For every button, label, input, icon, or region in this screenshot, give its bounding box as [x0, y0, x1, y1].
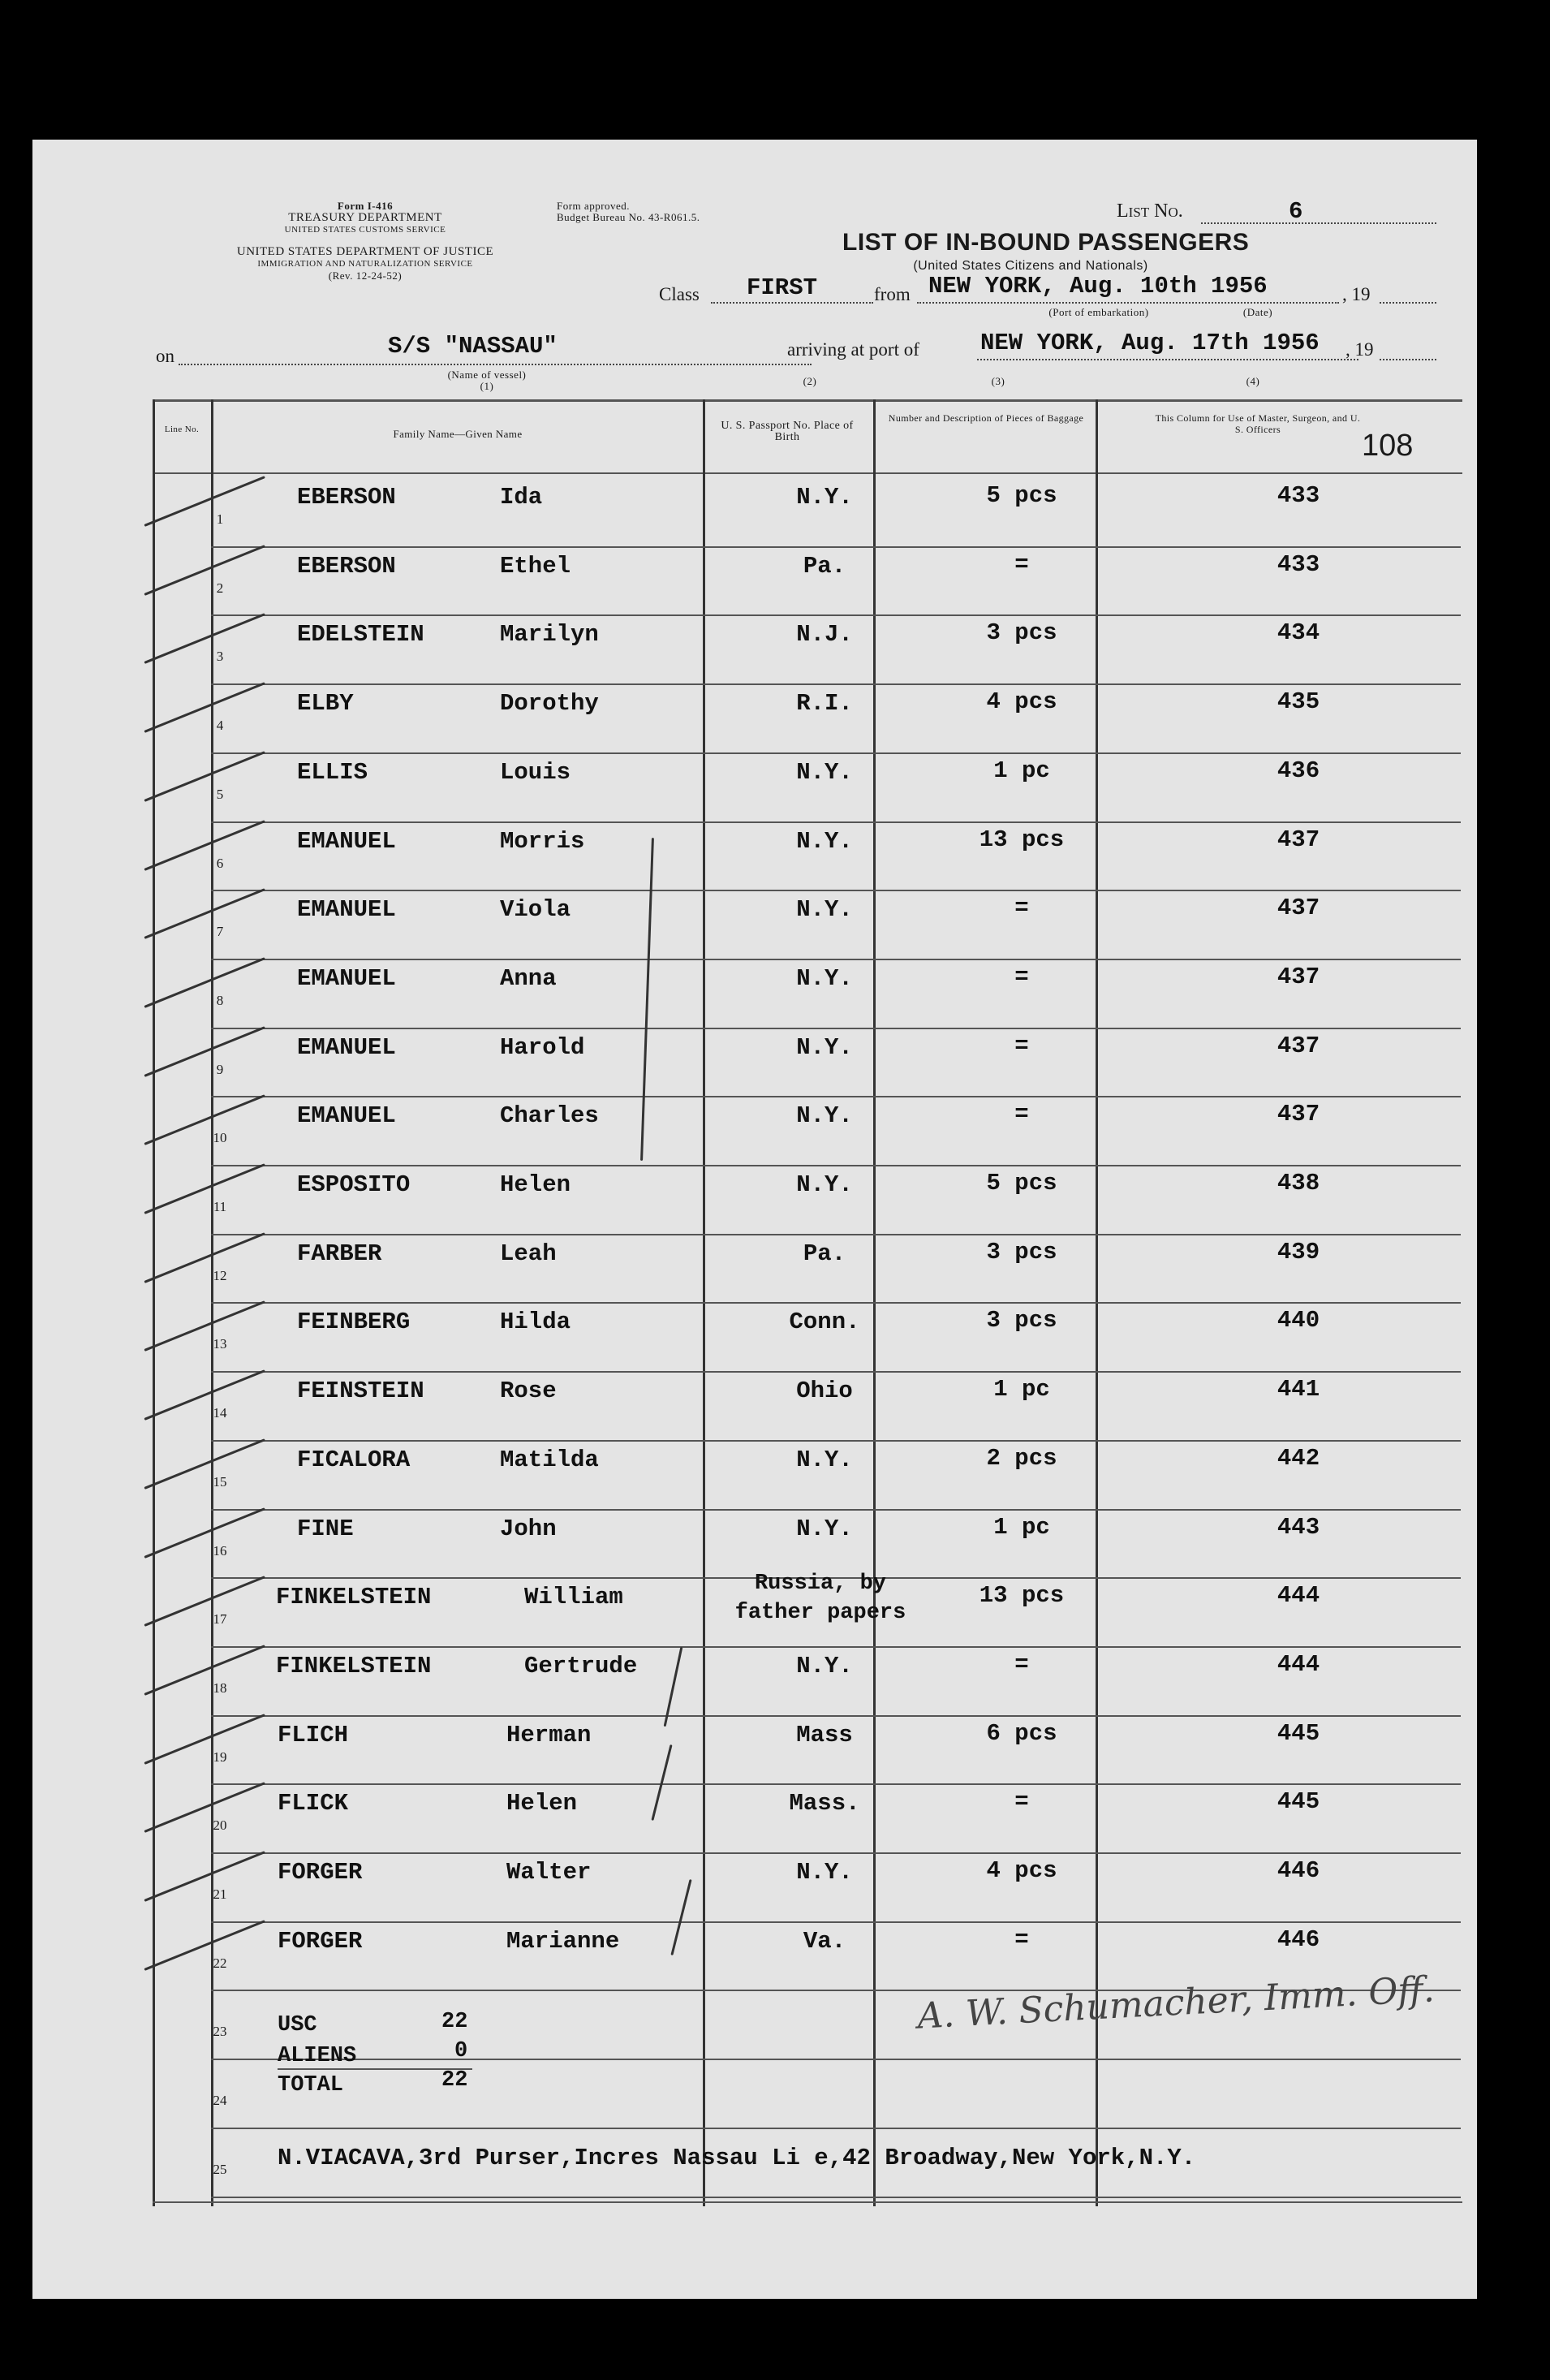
row-rule [211, 1852, 1461, 1854]
baggage: 3 pcs [986, 1307, 1057, 1334]
row-rule [211, 1921, 1461, 1923]
total-label-aliens: ALIENS [278, 2044, 357, 2068]
baggage: 13 pcs [979, 1582, 1065, 1610]
row-rule [211, 959, 1461, 960]
family-name: EMANUEL [297, 827, 396, 855]
line-number: 21 [213, 1886, 227, 1902]
vessel-caption-num: (1) [480, 380, 494, 392]
col-header-officers: This Column for Use of Master, Surgeon, and U. S. Officers [1155, 412, 1361, 435]
officer-number: 444 [1277, 1582, 1320, 1610]
baggage: 5 pcs [986, 1170, 1057, 1196]
row-rule [211, 546, 1461, 548]
from-value: NEW YORK, Aug. 10th 1956 [928, 273, 1268, 300]
baggage: 1 pc [993, 1513, 1050, 1541]
place-of-birth: N.Y. [796, 484, 853, 511]
baggage: = [1014, 1032, 1029, 1059]
place-of-birth: N.Y. [796, 1102, 853, 1130]
place-of-birth: R.I. [796, 690, 853, 718]
baggage: 3 pcs [986, 1238, 1057, 1265]
family-name: FARBER [297, 1240, 382, 1267]
family-name: FINKELSTEIN [276, 1584, 432, 1611]
officer-number: 438 [1277, 1170, 1320, 1196]
given-name: Ethel [500, 552, 571, 580]
class-label: Class [659, 284, 700, 304]
baggage: 1 pc [993, 757, 1050, 784]
given-name: Leah [500, 1240, 557, 1267]
given-name: Viola [500, 896, 571, 924]
place-of-birth: N.Y. [796, 1859, 853, 1886]
baggage: = [1014, 1788, 1029, 1816]
vessel-caption: (Name of vessel) [447, 369, 527, 381]
row-rule [211, 1715, 1461, 1717]
baggage: 4 pcs [986, 1857, 1057, 1884]
officer-number: 441 [1277, 1376, 1320, 1403]
line-number: 5 [216, 786, 224, 802]
line-number: 19 [213, 1748, 227, 1765]
given-name: Charles [500, 1102, 599, 1130]
baggage: 13 pcs [979, 826, 1065, 853]
baggage: = [1014, 550, 1029, 578]
family-name: EMANUEL [297, 1033, 396, 1061]
row-rule [211, 1234, 1461, 1235]
family-name: FEINSTEIN [297, 1378, 424, 1405]
line-number: 8 [216, 992, 224, 1008]
document-page [32, 140, 1477, 2299]
line-number: 12 [213, 1267, 227, 1283]
place-of-birth: N.Y. [796, 964, 853, 992]
revision: (Rev. 12-24-52) [328, 269, 403, 282]
line-number: 20 [213, 1817, 227, 1834]
given-name: Helen [506, 1790, 578, 1817]
place-of-birth: Ohio [796, 1378, 853, 1405]
line-number: 1 [216, 511, 224, 527]
row-rule [211, 2197, 1461, 2198]
line-number: 7 [216, 924, 224, 940]
baggage: 3 pcs [986, 619, 1057, 647]
vessel-name: S/S "NASSAU" [388, 333, 558, 360]
list-title: LIST OF IN-BOUND PASSENGERS [842, 229, 1250, 256]
justice-dept: UNITED STATES DEPARTMENT OF JUSTICE [236, 245, 494, 258]
family-name: FEINBERG [297, 1309, 411, 1336]
place-of-birth: N.Y. [796, 827, 853, 855]
baggage: = [1014, 1925, 1029, 1953]
row-rule [211, 821, 1461, 823]
given-name: Gertrude [524, 1652, 638, 1679]
given-name: Dorothy [500, 690, 599, 718]
row-rule [211, 1096, 1461, 1097]
officer-number: 446 [1277, 1857, 1320, 1884]
officer-number: 446 [1277, 1925, 1320, 1953]
officer-number: 445 [1277, 1719, 1320, 1747]
officer-number: 444 [1277, 1650, 1320, 1678]
line-number: 9 [216, 1061, 224, 1077]
given-name: Herman [506, 1721, 592, 1748]
line-number: 10 [213, 1130, 227, 1146]
from-dotline [917, 302, 1339, 304]
officer-number: 437 [1277, 826, 1320, 853]
given-name: Walter [506, 1859, 592, 1886]
officer-number: 440 [1277, 1307, 1320, 1334]
port-embark-caption: (Port of embarkation) [1048, 306, 1149, 318]
year-label: , 19 [1342, 284, 1371, 304]
officer-number: 434 [1277, 619, 1320, 647]
row-rule [211, 1783, 1461, 1785]
row-rule [211, 752, 1461, 754]
customs-service: UNITED STATES CUSTOMS SERVICE [284, 225, 446, 235]
given-name: Hilda [500, 1309, 571, 1336]
given-name: Ida [500, 484, 543, 511]
line-number: 11 [213, 1199, 227, 1214]
officer-number: 437 [1277, 1032, 1320, 1059]
list-no-value: 6 [1289, 198, 1303, 225]
form-approved: Form approved. [557, 200, 631, 212]
bracket-mark [640, 838, 654, 1161]
line-number: 4 [216, 718, 224, 734]
col-header-baggage: Number and Description of Pieces of Baggage [888, 412, 1084, 424]
caption-2: (2) [803, 375, 817, 387]
family-name: FLICH [278, 1721, 349, 1748]
line-number: 18 [213, 1679, 227, 1696]
family-name: ELLIS [297, 758, 368, 786]
officer-number: 433 [1277, 550, 1320, 578]
arrival-value: NEW YORK, Aug. 17th 1956 [980, 330, 1320, 356]
arrival-dotline [977, 359, 1358, 360]
given-name: Marianne [506, 1927, 620, 1955]
family-name: EMANUEL [297, 964, 396, 992]
family-name: ELBY [297, 690, 354, 718]
bracket-mark [670, 1879, 691, 1955]
total-value-usc: 22 [441, 2010, 468, 2034]
officer-number: 442 [1277, 1444, 1320, 1472]
row-rule [211, 1371, 1461, 1373]
given-name: Anna [500, 964, 557, 992]
line-number: 3 [216, 649, 224, 665]
row-rule [211, 2059, 1461, 2060]
given-name: Louis [500, 758, 571, 786]
col-line-left [153, 399, 155, 2206]
table-bottom-border [153, 2201, 1462, 2203]
baggage: 2 pcs [986, 1444, 1057, 1472]
col-header-passport: U. S. Passport No. Place of Birth [721, 420, 854, 443]
on-label: on [156, 346, 174, 366]
total-label-usc: USC [278, 2013, 317, 2037]
family-name: EMANUEL [297, 896, 396, 924]
place-of-birth: N.Y. [796, 1446, 853, 1473]
family-name: EDELSTEIN [297, 621, 424, 649]
place-of-birth: Mass. [789, 1790, 860, 1817]
place-of-birth: N.Y. [796, 1171, 853, 1198]
table-top-border [153, 399, 1462, 402]
place-of-birth: Pa. [803, 552, 846, 580]
officer-number: 435 [1277, 688, 1320, 716]
officer-number: 437 [1277, 1101, 1320, 1128]
officer-number: 443 [1277, 1513, 1320, 1541]
family-name: EMANUEL [297, 1102, 396, 1130]
from-label: from [874, 284, 911, 304]
total-value-total: 22 [441, 2068, 468, 2093]
baggage: 5 pcs [986, 482, 1057, 509]
caption-4: (4) [1246, 375, 1260, 387]
family-name: ESPOSITO [297, 1171, 411, 1198]
total-value-aliens: 0 [454, 2039, 468, 2063]
page-number: 108 [1362, 429, 1414, 463]
line-number: 25 [213, 2161, 227, 2177]
family-name: FORGER [278, 1859, 363, 1886]
line-number: 14 [213, 1405, 227, 1421]
family-name: FORGER [278, 1927, 363, 1955]
place-of-birth: N.J. [796, 621, 853, 649]
family-name: EBERSON [297, 552, 396, 580]
officer-number: 436 [1277, 757, 1320, 784]
caption-3: (3) [991, 375, 1005, 387]
row-rule [211, 1302, 1461, 1304]
list-subtitle: (United States Citizens and Nationals) [913, 259, 1148, 273]
place-of-birth: Russia, by father papers [734, 1572, 906, 1626]
col-header-name: Family Name—Given Name [393, 428, 523, 440]
vessel-dotline [179, 364, 812, 365]
officer-number: 439 [1277, 1238, 1320, 1265]
place-of-birth: Mass [796, 1721, 853, 1748]
row-rule [211, 1646, 1461, 1648]
officer-number: 437 [1277, 895, 1320, 922]
row-rule [211, 890, 1461, 891]
line-number: 23 [213, 2024, 227, 2040]
treasury-dept: TREASURY DEPARTMENT [288, 211, 442, 224]
given-name: Harold [500, 1033, 585, 1061]
place-of-birth: Conn. [789, 1309, 860, 1336]
given-name: William [524, 1584, 623, 1611]
baggage: = [1014, 895, 1029, 922]
list-no-dotline [1201, 222, 1436, 224]
row-rule [211, 683, 1461, 685]
family-name: FINKELSTEIN [276, 1652, 432, 1679]
place-of-birth: N.Y. [796, 1033, 853, 1061]
arriving-label: arriving at port of [787, 339, 919, 360]
family-name: FINE [297, 1515, 354, 1542]
place-of-birth: Va. [803, 1927, 846, 1955]
line-number: 16 [213, 1542, 227, 1559]
given-name: Helen [500, 1171, 571, 1198]
place-of-birth: Pa. [803, 1240, 846, 1267]
table-header-rule [153, 472, 1462, 474]
given-name: Rose [500, 1378, 557, 1405]
given-name: Marilyn [500, 621, 599, 649]
baggage: 1 pc [993, 1376, 1050, 1403]
baggage: 4 pcs [986, 688, 1057, 716]
line-number: 24 [213, 2093, 227, 2109]
baggage: = [1014, 963, 1029, 990]
form-number: Form I-416 [337, 200, 394, 212]
baggage: 6 pcs [986, 1719, 1057, 1747]
row-rule [211, 1028, 1461, 1029]
line-number: 2 [216, 580, 224, 596]
officer-number: 445 [1277, 1788, 1320, 1816]
purser-line: N.VIACAVA,3rd Purser,Incres Nassau Li e,42 Broadway,New York,N.Y. [278, 2145, 1196, 2171]
place-of-birth: N.Y. [796, 758, 853, 786]
given-name: Morris [500, 827, 585, 855]
place-of-birth: N.Y. [796, 896, 853, 924]
place-of-birth: N.Y. [796, 1515, 853, 1542]
line-number: 17 [213, 1611, 227, 1628]
line-number: 6 [216, 855, 224, 871]
family-name: EBERSON [297, 484, 396, 511]
officer-signature: A. W. Schumacher, Imm. Off. [916, 1968, 1436, 2037]
budget-bureau: Budget Bureau No. 43-R061.5. [557, 211, 700, 223]
col-header-line: Line No. [164, 425, 200, 434]
line-number: 15 [213, 1473, 227, 1490]
class-value: FIRST [747, 274, 818, 301]
officer-number: 437 [1277, 963, 1320, 990]
list-no-label: List No. [1117, 200, 1183, 222]
line-number: 13 [213, 1336, 227, 1352]
family-name: FLICK [278, 1790, 349, 1817]
row-rule [211, 2128, 1461, 2129]
row-rule [211, 1440, 1461, 1442]
class-dotline [711, 302, 873, 304]
year-label-2: , 19 [1345, 339, 1374, 360]
total-label-total: TOTAL [278, 2073, 344, 2098]
line-number: 22 [213, 1955, 227, 1971]
ins-service: IMMIGRATION AND NATURALIZATION SERVICE [257, 259, 473, 269]
bracket-mark [651, 1744, 672, 1821]
given-name: Matilda [500, 1446, 599, 1473]
year-dotline-2 [1380, 359, 1436, 360]
baggage: = [1014, 1101, 1029, 1128]
given-name: John [500, 1515, 557, 1542]
year-dotline [1380, 302, 1436, 304]
row-rule [211, 1509, 1461, 1511]
row-rule [211, 614, 1461, 616]
baggage: = [1014, 1650, 1029, 1678]
date-caption: (Date) [1242, 306, 1273, 318]
row-rule [211, 1165, 1461, 1166]
officer-number: 433 [1277, 482, 1320, 509]
family-name: FICALORA [297, 1446, 411, 1473]
place-of-birth: N.Y. [796, 1652, 853, 1679]
